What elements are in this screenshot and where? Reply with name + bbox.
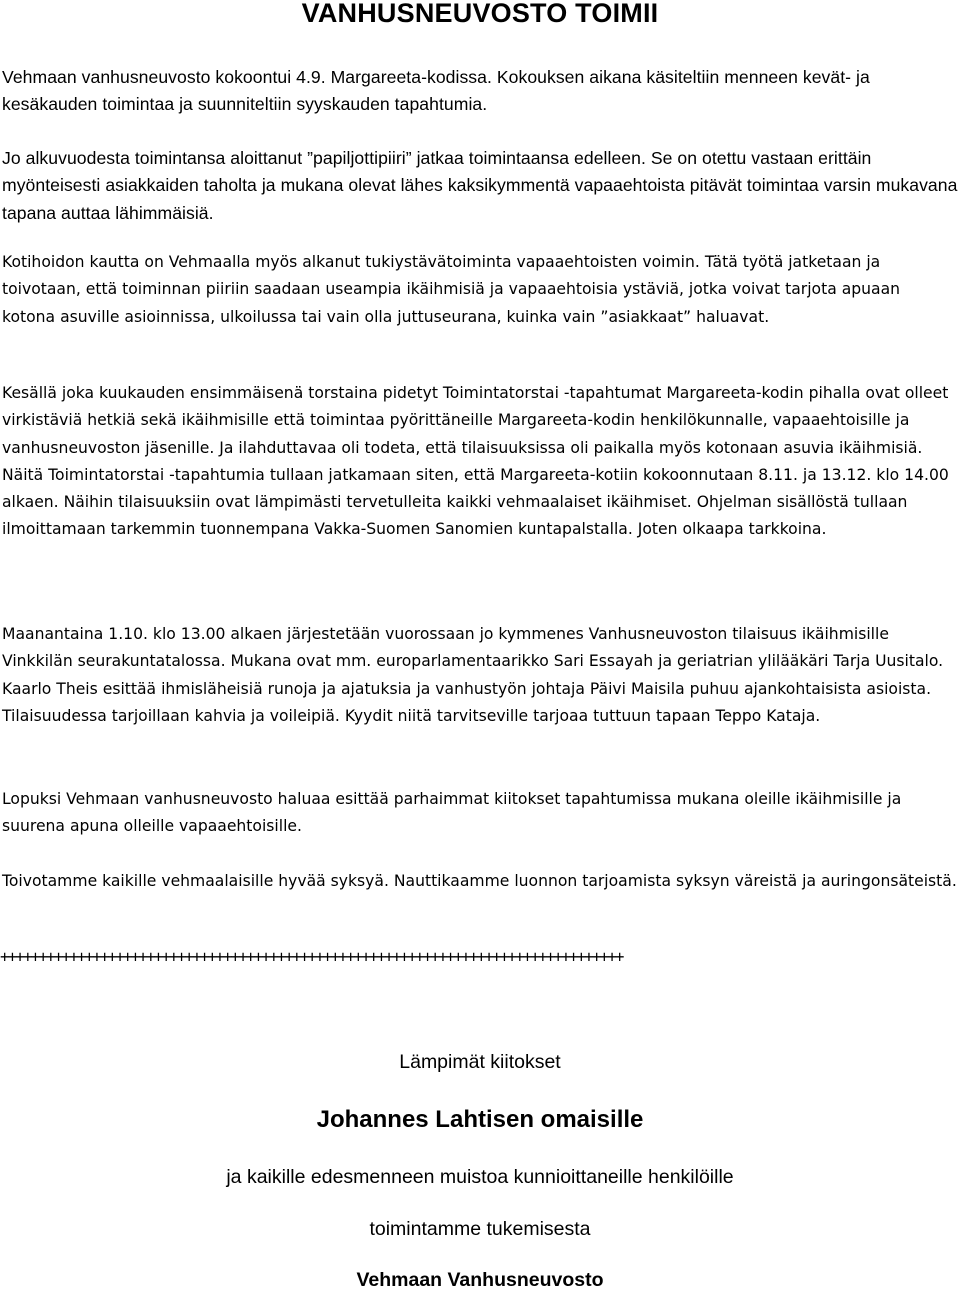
paragraph-toivotus: Toivotamme kaikille vehmaalaisille hyvää syksyä. Nauttikaamme luonnon tarjoamista syksyn väreistä ja auringonsäteistä. bbox=[2, 872, 957, 890]
thanks-others: ja kaikille edesmenneen muistoa kunnioittaneille henkilöille bbox=[226, 1166, 734, 1188]
thanks-recipient: Johannes Lahtisen omaisille bbox=[316, 1106, 644, 1133]
document-title: VANHUSNEUVOSTO TOIMII bbox=[301, 0, 659, 28]
thanks-heading: Lämpimät kiitokset bbox=[399, 1051, 561, 1073]
thanks-reason: toimintamme tukemisesta bbox=[369, 1218, 591, 1240]
paragraph-toimintatorstai: Kesällä joka kuukauden ensimmäisenä torstaina pidetyt Toimintatorstai -tapahtumat Margareeta-kodin pihalla ovat olleet virkistäviä hetkiä sekä ikäihmisille että toimintaa pyörittäneille Margareeta-kodin henkilökunnalle, vapaaehtoisille ja vanhusneuvoston jäsenille. Ja ilahduttavaa oli todeta, että tilaisuuksissa oli paikalla myös kotonaan asuvia ikäihmisiä. Näitä Toimintatorstai -tapahtumia tullaan jatkamaan siten, että Margareeta-kotiin kokoonnutaan 8.11. ja 13.12. klo 14.00 alkaen. Näihin tilaisuuksiin ovat lämpimästi tervetulleita kaikki vehmaalaiset ikäihmiset. Ohjelman sisällöstä tullaan ilmoittamaan tarkemmin tuonnempana Vakka-Suomen Sanomien kuntapalstalla. Joten olkaapa tarkkoina. bbox=[2, 384, 949, 539]
paragraph-kiitokset: Lopuksi Vehmaan vanhusneuvosto haluaa esittää parhaimmat kiitokset tapahtumissa mukana oleille ikäihmisille ja suurena apuna olleille vapaaehtoisille. bbox=[2, 790, 902, 836]
separator-line: +++++++++++++++++++++++++++++++++++++++++++++++++++++++++++++++++++++++++++++++++ bbox=[0, 948, 623, 966]
paragraph-tilaisuus: Maanantaina 1.10. klo 13.00 alkaen järjestetään vuorossaan jo kymmenes Vanhusneuvoston tilaisuus ikäihmisille Vinkkilän seurakuntatalossa. Mukana ovat mm. europarlamentaarikko Sari Essayah ja geriatrian ylilääkäri Tarja Uusitalo. Kaarlo Theis esittää ihmisläheisiä runoja ja ajatuksia ja vanhustyön johtaja Päivi Maisila puhuu ajankohtaisista asioista. Tilaisuudessa tarjoillaan kahvia ja voileipiä. Kyydit niitä tarvitseville tarjoaa tuttuun tapaan Teppo Kataja. bbox=[2, 625, 944, 725]
paragraph-tukiystavatoiminta: Kotihoidon kautta on Vehmaalla myös alkanut tukiystävätoiminta vapaaehtoisten voimin. Tätä työtä jatketaan ja toivotaan, että toiminnan piiriin saadaan useampia ikäihmisiä ja vapaaehtoisia ystäviä, jotka voivat tarjota apuaan kotona asuville asioinnissa, ulkoilussa tai vain olla juttuseurana, kuinka vain ”asiakkaat” haluavat. bbox=[2, 253, 901, 326]
thanks-signature: Vehmaan Vanhusneuvosto bbox=[356, 1269, 604, 1291]
paragraph-meeting: Vehmaan vanhusneuvosto kokoontui 4.9. Margareeta-kodissa. Kokouksen aikana käsiteltiin menneen kevät- ja kesäkauden toimintaa ja suunniteltiin syyskauden tapahtumia. bbox=[2, 67, 870, 115]
paragraph-papiljottipiiri: Jo alkuvuodesta toimintansa aloittanut ”papiljottipiiri” jatkaa toimintaansa edelleen. Se on otettu vastaan erittäin myönteisesti asiakkaiden taholta ja mukana olevat lähes kaksikymmentä vapaaehtoista pitävät toimintaa varsin mukavana tapana auttaa lähimmäisiä. bbox=[2, 148, 958, 223]
